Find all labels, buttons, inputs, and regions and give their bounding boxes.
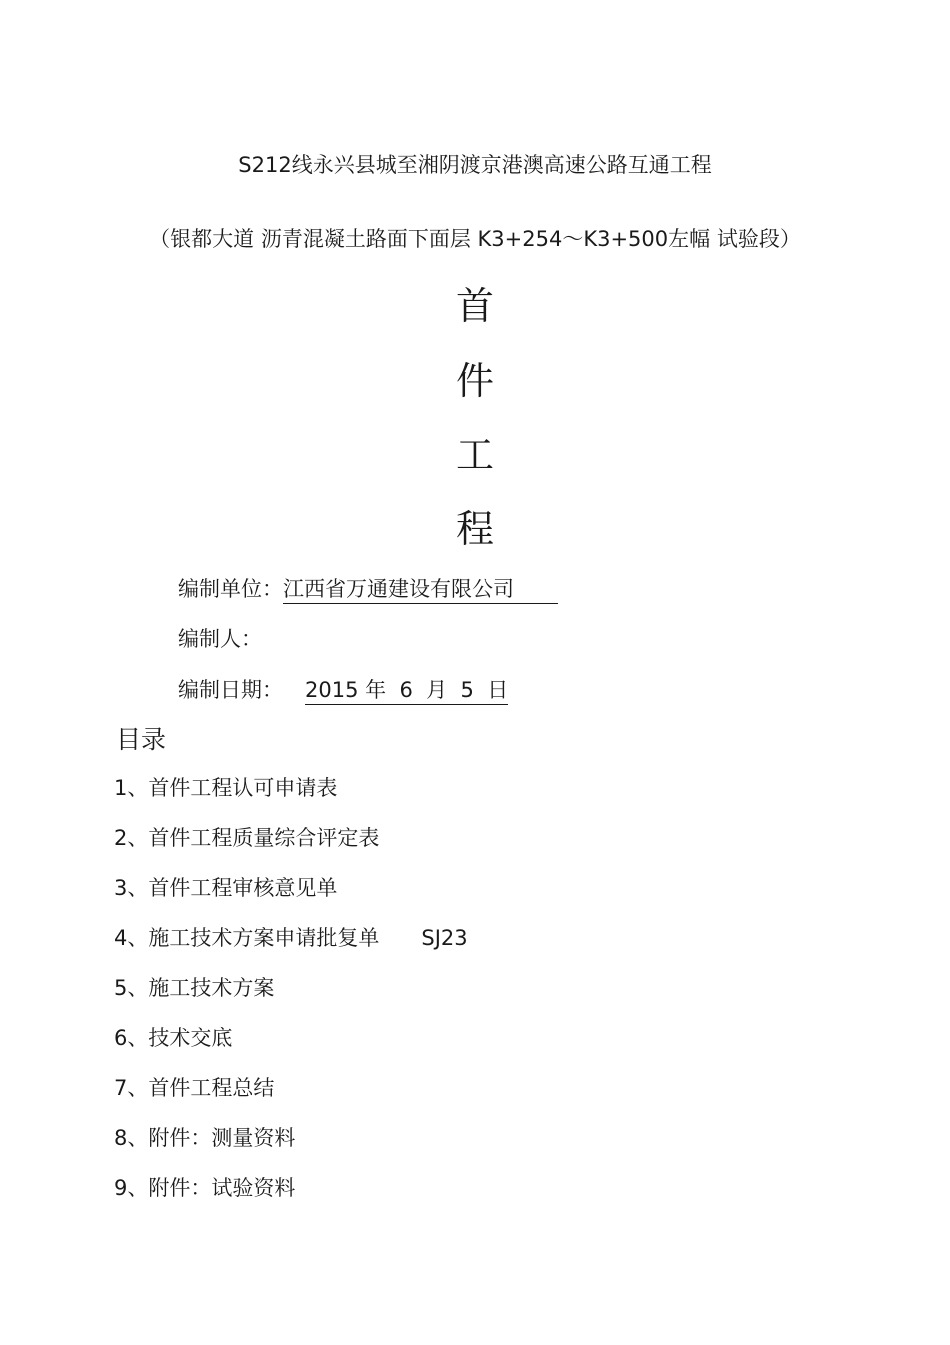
toc-item-code: SJ23: [421, 926, 468, 950]
project-subtitle: （银都大道 沥青混凝土路面下面层 K3+254～K3+500左幅 试验段）: [149, 227, 801, 251]
cover-title-char-3: 工: [455, 433, 494, 477]
toc-item-text: 5、施工技术方案: [114, 976, 275, 1000]
toc-item: [114, 1172, 468, 1222]
toc-item: [114, 1122, 468, 1172]
toc-item: [114, 822, 468, 872]
toc-item: [114, 1072, 468, 1122]
toc-item-text: 6、技术交底: [114, 1026, 233, 1050]
cover-title-char-2: 件: [455, 359, 494, 403]
toc-item: [114, 1022, 468, 1072]
toc-item: [114, 972, 468, 1022]
toc-item: [114, 772, 468, 822]
project-title: S212线永兴县城至湘阴渡京港澳高速公路互通工程: [238, 153, 712, 177]
compile-date-line: [178, 675, 508, 705]
toc-item-text: 4、施工技术方案申请批复单: [114, 926, 380, 950]
cover-title-char-1: 首: [455, 284, 494, 328]
cover-title-char-4: 程: [455, 507, 494, 551]
compiler-label: 编制人：: [178, 627, 262, 651]
compiler-line: [178, 624, 262, 654]
compiling-unit-label: 编制单位：: [178, 577, 283, 601]
toc-item-text: 1、首件工程认可申请表: [114, 776, 338, 800]
toc-item-text: 3、首件工程审核意见单: [114, 876, 338, 900]
compile-date-value: 2015 年 6 月 5 日: [305, 677, 508, 705]
toc-item: [114, 922, 468, 972]
toc-item-text: 8、附件：测量资料: [114, 1126, 296, 1150]
toc-heading: 目录: [116, 725, 167, 754]
toc-item: [114, 872, 468, 922]
toc-list: [114, 772, 468, 1222]
toc-item-text: 7、首件工程总结: [114, 1076, 275, 1100]
toc-item-text: 9、附件：试验资料: [114, 1176, 296, 1200]
compile-date-label: 编制日期：: [178, 678, 283, 702]
toc-item-text: 2、首件工程质量综合评定表: [114, 826, 380, 850]
compiling-unit-line: [178, 574, 558, 604]
compiling-unit-value: 江西省万通建设有限公司: [283, 576, 558, 604]
